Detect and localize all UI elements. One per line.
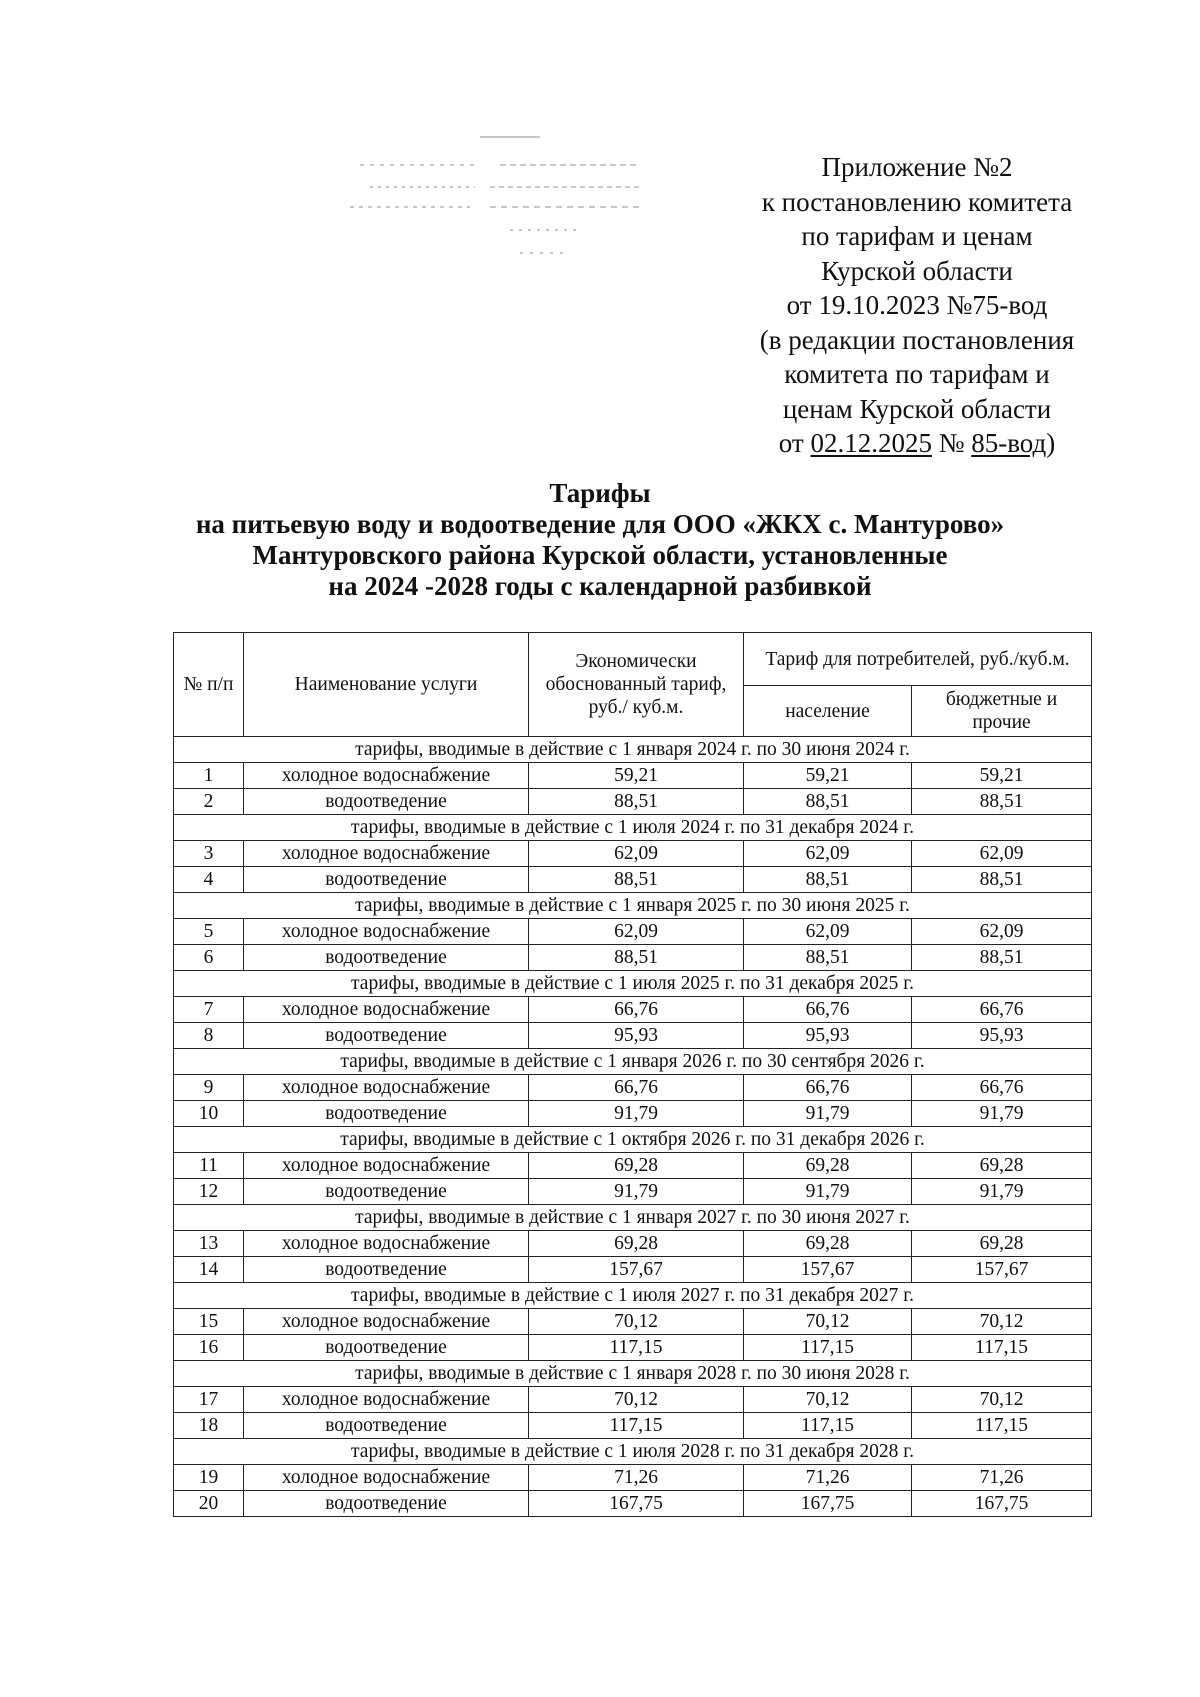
table-row [174,1387,1092,1413]
economic-tariff: 70,12 [529,1387,744,1413]
population-tariff: 91,79 [744,1101,912,1127]
row-number: 2 [174,789,244,815]
appendix-last-mid: № [931,428,972,458]
budget-tariff: 117,15 [912,1335,1092,1361]
row-number: 19 [174,1465,244,1491]
faded-stamp [340,95,660,285]
table-row [174,1491,1092,1517]
table-row [174,1023,1092,1049]
period-label: тарифы, вводимые в действие с 1 октября 2026 г. по 31 декабря 2026 г. [174,1127,1092,1153]
row-number: 6 [174,945,244,971]
period-label: тарифы, вводимые в действие с 1 января 2027 г. по 30 июня 2027 г. [174,1205,1092,1231]
period-label: тарифы, вводимые в действие с 1 июля 2027 г. по 31 декабря 2027 г. [174,1283,1092,1309]
table-row [174,1231,1092,1257]
table-row [174,763,1092,789]
economic-tariff: 62,09 [529,919,744,945]
service-name: водоотведение [244,1179,529,1205]
period-label: тарифы, вводимые в действие с 1 января 2025 г. по 30 июня 2025 г. [174,893,1092,919]
population-tariff: 88,51 [744,945,912,971]
appendix-line: от 19.10.2023 №75-вод [786,290,1048,320]
period-row [174,737,1092,763]
table-row [174,1075,1092,1101]
economic-tariff: 88,51 [529,945,744,971]
row-number: 5 [174,919,244,945]
service-name: холодное водоснабжение [244,1075,529,1101]
table-row [174,1465,1092,1491]
appendix-line: по тарифам и ценам [801,221,1033,251]
table-row [174,789,1092,815]
economic-tariff: 62,09 [529,841,744,867]
budget-tariff: 69,28 [912,1153,1092,1179]
appendix-last-prefix: от [778,428,811,458]
row-number: 20 [174,1491,244,1517]
table-row [174,1335,1092,1361]
population-tariff: 95,93 [744,1023,912,1049]
budget-tariff: 88,51 [912,789,1092,815]
appendix-line: (в редакции постановления [759,324,1075,355]
population-tariff: 117,15 [744,1335,912,1361]
period-label: тарифы, вводимые в действие с 1 июля 2028 г. по 31 декабря 2028 г. [174,1439,1092,1465]
appendix-last-suffix: ) [1046,428,1056,458]
row-number: 13 [174,1231,244,1257]
appendix-line: к постановлению комитета [761,186,1073,217]
table-row [174,1101,1092,1127]
economic-tariff: 95,93 [529,1023,744,1049]
appendix-line: комитета по тарифам и [784,359,1050,389]
amendment-date: 02.12.2025 [810,428,932,458]
budget-tariff: 91,79 [912,1179,1092,1205]
service-name: холодное водоснабжение [244,1309,529,1335]
table-row [174,1309,1092,1335]
appendix-line: Курской области [821,255,1013,286]
economic-tariff: 66,76 [529,997,744,1023]
title-line-1: Тарифы [549,478,651,508]
service-name: водоотведение [244,1023,529,1049]
period-row [174,1205,1092,1231]
economic-tariff: 157,67 [529,1257,744,1283]
budget-tariff: 88,51 [912,867,1092,893]
population-tariff: 117,15 [744,1413,912,1439]
row-number: 3 [174,841,244,867]
period-label: тарифы, вводимые в действие с 1 января 2026 г. по 30 сентября 2026 г. [174,1049,1092,1075]
budget-tariff: 70,12 [912,1309,1092,1335]
row-number: 16 [174,1335,244,1361]
population-tariff: 66,76 [744,997,912,1023]
period-row [174,1439,1092,1465]
economic-tariff: 71,26 [529,1465,744,1491]
service-name: водоотведение [244,1413,529,1439]
budget-tariff: 66,76 [912,1075,1092,1101]
budget-tariff: 59,21 [912,763,1092,789]
service-name: водоотведение [244,789,529,815]
service-name: холодное водоснабжение [244,1231,529,1257]
appendix-line: Приложение №2 [821,152,1013,182]
population-tariff: 69,28 [744,1153,912,1179]
table-row [174,1153,1092,1179]
period-label: тарифы, вводимые в действие с 1 июля 2025 г. по 31 декабря 2025 г. [174,971,1092,997]
appendix-last-line [752,426,1082,461]
population-tariff: 88,51 [744,867,912,893]
tariffs-body [174,737,1092,1517]
service-name: водоотведение [244,1257,529,1283]
population-tariff: 71,26 [744,1465,912,1491]
tariffs-table [173,632,1092,1517]
economic-tariff: 167,75 [529,1491,744,1517]
budget-tariff: 69,28 [912,1231,1092,1257]
header-budget: бюджетные и прочие [912,686,1092,737]
appendix-line: ценам Курской области [782,393,1052,424]
population-tariff: 91,79 [744,1179,912,1205]
budget-tariff: 91,79 [912,1101,1092,1127]
table-row [174,919,1092,945]
period-label: тарифы, вводимые в действие с 1 июля 2024 г. по 31 декабря 2024 г. [174,815,1092,841]
table-row [174,867,1092,893]
budget-tariff: 66,76 [912,997,1092,1023]
population-tariff: 157,67 [744,1257,912,1283]
economic-tariff: 66,76 [529,1075,744,1101]
table-row [174,841,1092,867]
period-row [174,893,1092,919]
title-line-3: Мантуровского района Курской области, установленные [252,540,948,570]
population-tariff: 167,75 [744,1491,912,1517]
row-number: 1 [174,763,244,789]
row-number: 7 [174,997,244,1023]
population-tariff: 62,09 [744,841,912,867]
period-row [174,1127,1092,1153]
service-name: холодное водоснабжение [244,1465,529,1491]
header-consumer-group: Тариф для потребителей, руб./куб.м. [744,633,1092,686]
population-tariff: 69,28 [744,1231,912,1257]
row-number: 15 [174,1309,244,1335]
budget-tariff: 88,51 [912,945,1092,971]
service-name: холодное водоснабжение [244,1153,529,1179]
service-name: холодное водоснабжение [244,1387,529,1413]
document-title [150,478,1050,602]
economic-tariff: 91,79 [529,1101,744,1127]
service-name: водоотведение [244,867,529,893]
service-name: холодное водоснабжение [244,763,529,789]
period-row [174,1283,1092,1309]
title-line-2: на питьевую воду и водоотведение для ООО «ЖКХ с. Мантурово» [195,509,1005,539]
row-number: 17 [174,1387,244,1413]
service-name: холодное водоснабжение [244,841,529,867]
header-economic: Экономически обоснованный тариф, руб./ куб.м. [529,633,744,737]
economic-tariff: 88,51 [529,867,744,893]
economic-tariff: 91,79 [529,1179,744,1205]
population-tariff: 59,21 [744,763,912,789]
population-tariff: 66,76 [744,1075,912,1101]
population-tariff: 62,09 [744,919,912,945]
budget-tariff: 95,93 [912,1023,1092,1049]
row-number: 9 [174,1075,244,1101]
budget-tariff: 62,09 [912,841,1092,867]
row-number: 18 [174,1413,244,1439]
table-row [174,1413,1092,1439]
economic-tariff: 59,21 [529,763,744,789]
population-tariff: 70,12 [744,1387,912,1413]
table-row [174,945,1092,971]
economic-tariff: 88,51 [529,789,744,815]
budget-tariff: 157,67 [912,1257,1092,1283]
period-row [174,971,1092,997]
table-row [174,1179,1092,1205]
budget-tariff: 117,15 [912,1413,1092,1439]
service-name: водоотведение [244,945,529,971]
row-number: 11 [174,1153,244,1179]
header-population: население [744,686,912,737]
service-name: водоотведение [244,1335,529,1361]
budget-tariff: 70,12 [912,1387,1092,1413]
table-row [174,997,1092,1023]
budget-tariff: 167,75 [912,1491,1092,1517]
table-row [174,1257,1092,1283]
service-name: холодное водоснабжение [244,997,529,1023]
period-label: тарифы, вводимые в действие с 1 января 2024 г. по 30 июня 2024 г. [174,737,1092,763]
service-name: холодное водоснабжение [244,919,529,945]
amendment-number: 85-вод [971,428,1047,458]
title-line-4: на 2024 -2028 годы с календарной разбивкой [328,571,872,601]
period-row [174,1049,1092,1075]
header-service: Наименование услуги [244,633,529,737]
service-name: водоотведение [244,1491,529,1517]
population-tariff: 70,12 [744,1309,912,1335]
appendix-header [752,150,1082,461]
economic-tariff: 69,28 [529,1231,744,1257]
economic-tariff: 117,15 [529,1335,744,1361]
row-number: 10 [174,1101,244,1127]
population-tariff: 88,51 [744,789,912,815]
row-number: 8 [174,1023,244,1049]
budget-tariff: 71,26 [912,1465,1092,1491]
period-row [174,1361,1092,1387]
economic-tariff: 70,12 [529,1309,744,1335]
period-label: тарифы, вводимые в действие с 1 января 2028 г. по 30 июня 2028 г. [174,1361,1092,1387]
service-name: водоотведение [244,1101,529,1127]
row-number: 4 [174,867,244,893]
header-num: № п/п [174,633,244,737]
row-number: 14 [174,1257,244,1283]
budget-tariff: 62,09 [912,919,1092,945]
economic-tariff: 69,28 [529,1153,744,1179]
period-row [174,815,1092,841]
economic-tariff: 117,15 [529,1413,744,1439]
row-number: 12 [174,1179,244,1205]
